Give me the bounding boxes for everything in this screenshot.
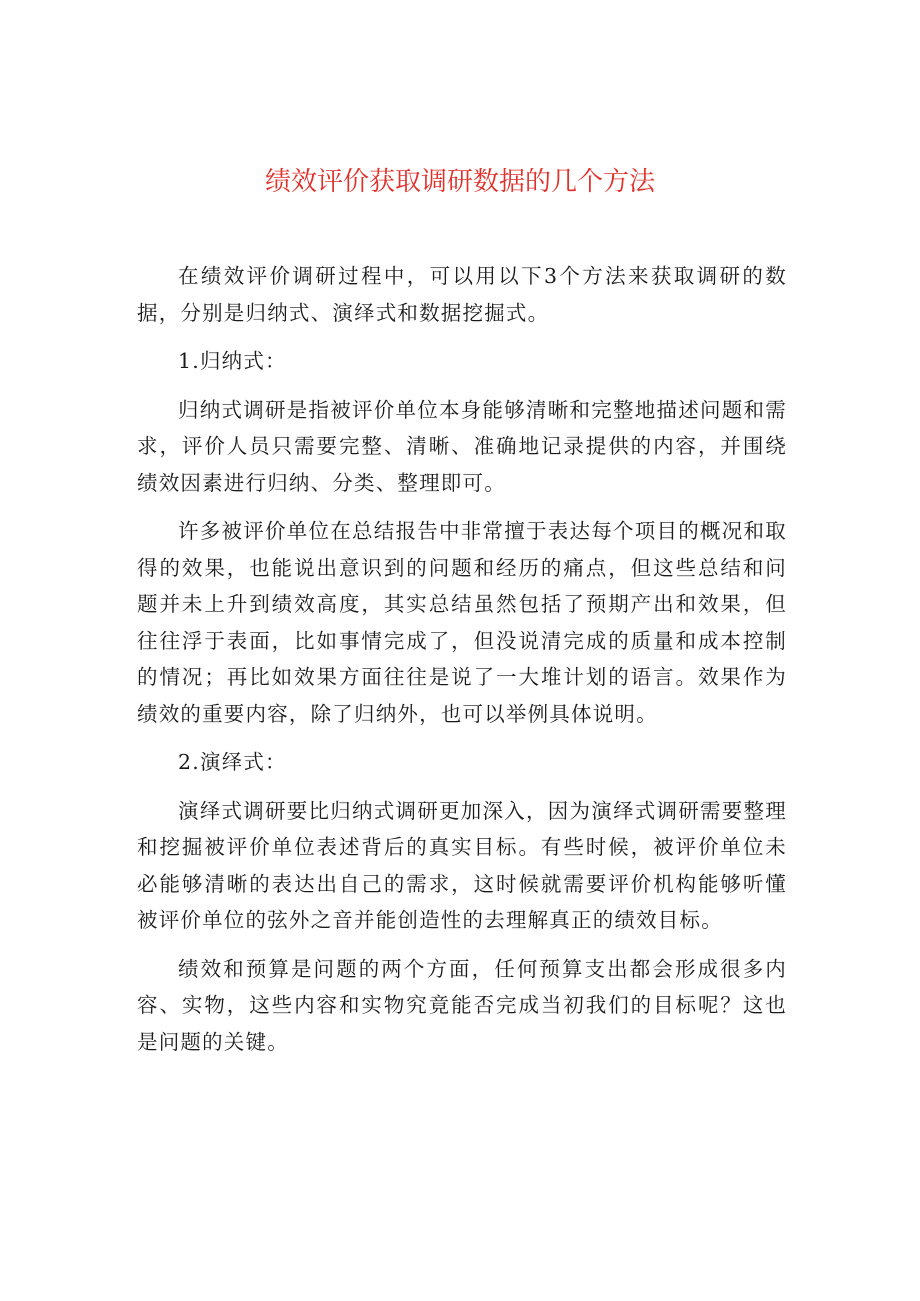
paragraph-deductive-definition: 演绎式调研要比归纳式调研更加深入，因为演绎式调研需要整理和挖掘被评价单位表述背后的真实目标。有些时候，被评价单位未必能够清晰的表达出自己的需求，这时候就需要评价机构能够听懂被评价单位的弦外之音并能创造性的去理解真正的绩效目标。 — [137, 798, 787, 932]
paragraph-performance-budget: 绩效和预算是问题的两个方面，任何预算支出都会形成很多内容、实物，这些内容和实物究竟能否完成当初我们的目标呢？这也是问题的关键。 — [137, 956, 787, 1054]
document-title: 绩效评价获取调研数据的几个方法 — [264, 167, 655, 197]
paragraph-inductive-definition: 归纳式调研是指被评价单位本身能够清晰和完整地描述问题和需求，评价人员只需要完整、清晰、准确地记录提供的内容，并围绕绩效因素进行归纳、分类、整理即可。 — [137, 397, 787, 495]
paragraph-inductive-example: 许多被评价单位在总结报告中非常擅于表达每个项目的概况和取得的效果，也能说出意识到的问题和经历的痛点，但这些总结和问题并未上升到绩效高度，其实总结虽然包括了预期产出和效果，但往往浮于表面，比如事情完成了，但没说清完成的质量和成本控制的情况；再比如效果方面往往是说了一大堆计划的语言。效果作为绩效的重要内容，除了归纳外，也可以举例具体说明。 — [137, 519, 787, 726]
section-heading-deductive: 2.演绎式： — [178, 750, 287, 774]
section-heading-inductive: 1.归纳式： — [178, 349, 287, 373]
intro-paragraph: 在绩效评价调研过程中，可以用以下3个方法来获取调研的数据，分别是归纳式、演绎式和数据挖掘式。 — [137, 264, 787, 325]
document-body — [137, 258, 787, 1072]
